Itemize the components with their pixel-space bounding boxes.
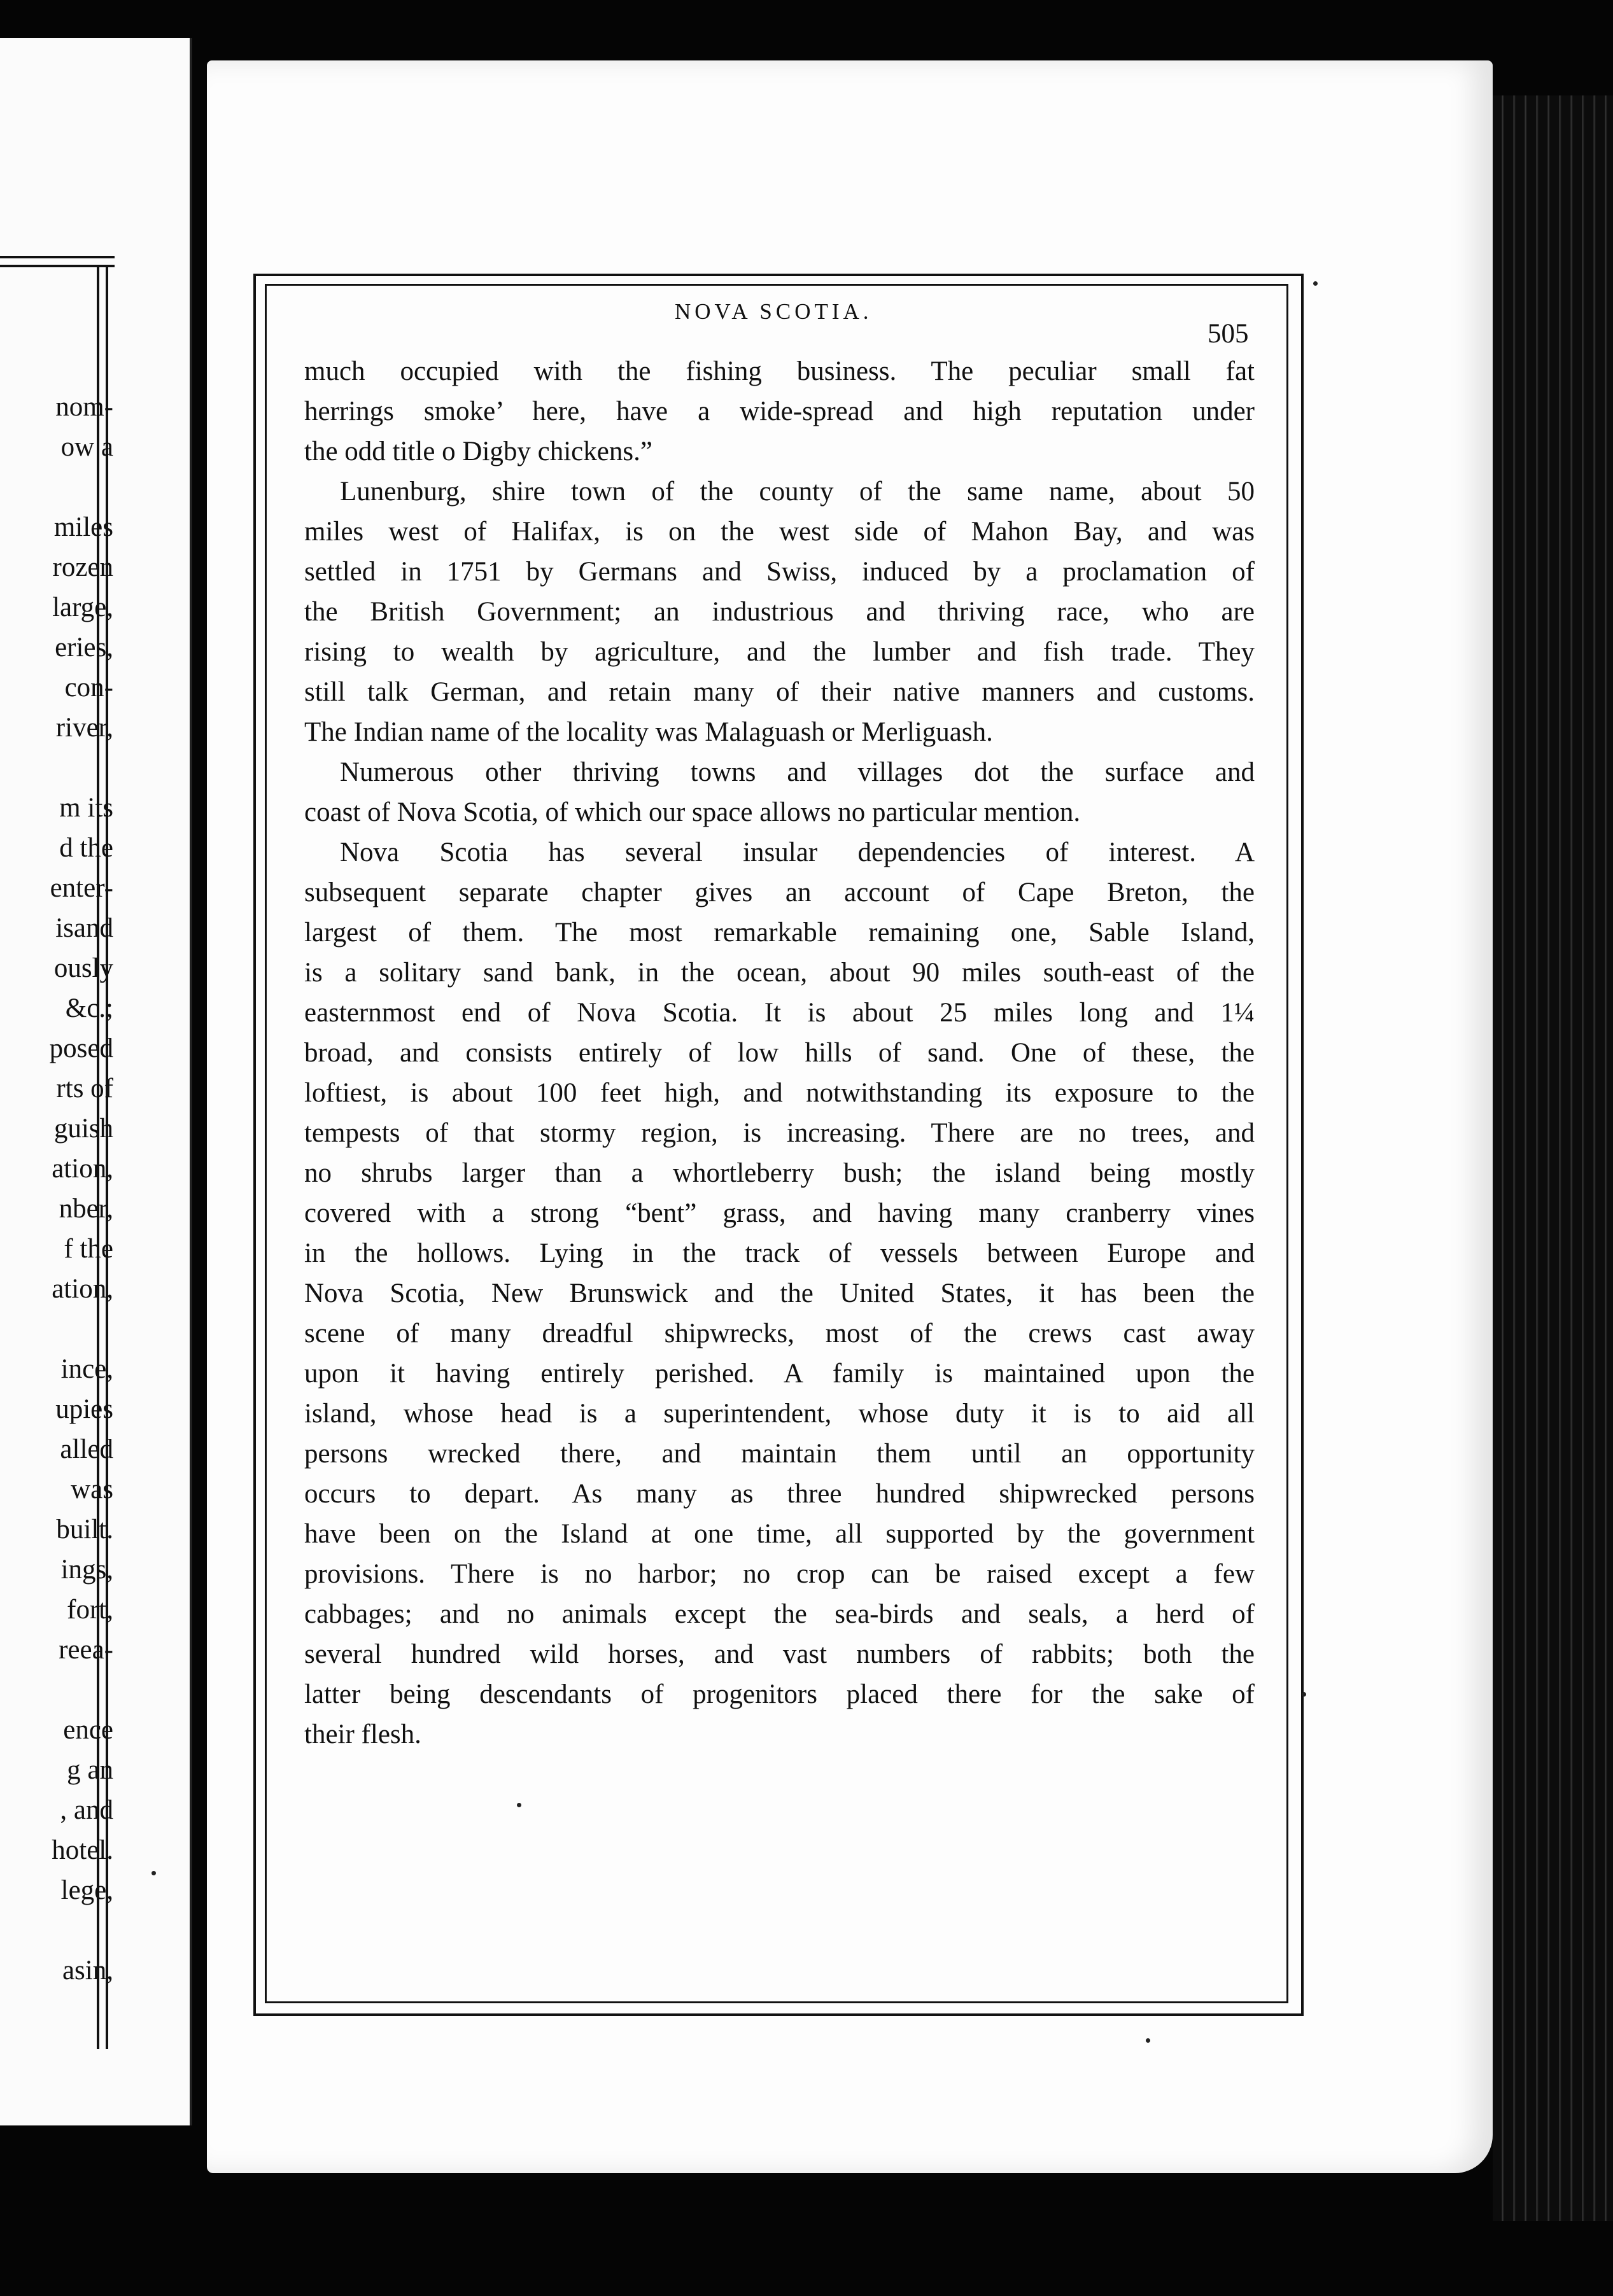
left-page-line: upies: [55, 1394, 113, 1424]
scan-speck: [151, 1871, 156, 1875]
left-page-line: &c.;: [65, 993, 113, 1023]
text-line: several hundred wild horses, and vast numbers of rabbits; both the: [304, 1639, 1255, 1669]
left-page-line: ince,: [60, 1354, 113, 1384]
text-line: island, whose head is a superintendent, whose duty it is to aid all: [304, 1399, 1255, 1429]
text-line: Nova Scotia, New Brunswick and the United States, it has been the: [304, 1278, 1255, 1308]
text-line: easternmost end of Nova Scotia. It is about 25 miles long and 1¼: [304, 998, 1255, 1028]
left-page-line: m its: [59, 793, 113, 823]
scan-speck: [1302, 1692, 1306, 1697]
text-line: Numerous other thriving towns and villages dot the surface and: [340, 757, 1255, 787]
text-line: provisions. There is no harbor; no crop can be raised except a few: [304, 1559, 1255, 1589]
body-text: [304, 351, 1255, 1754]
left-page-line: posed: [49, 1033, 113, 1063]
text-line: rising to wealth by agriculture, and the lumber and fish trade. They: [304, 637, 1255, 667]
left-page-line: ings,: [60, 1555, 113, 1585]
scan-speck: [1313, 281, 1318, 286]
text-line: occurs to depart. As many as three hundred shipwrecked persons: [304, 1479, 1255, 1509]
left-page-text-fragments: [0, 387, 113, 1991]
text-line: persons wrecked there, and maintain them until an opportunity: [304, 1439, 1255, 1469]
left-page-line: [0, 467, 113, 507]
text-line: coast of Nova Scotia, of which our space allows no particular mention.: [304, 797, 1081, 827]
left-page-line: [0, 748, 113, 788]
left-page-line: ation,: [52, 1274, 113, 1304]
left-page-line: ously: [53, 953, 113, 983]
text-line: in the hollows. Lying in the track of vessels between Europe and: [304, 1238, 1255, 1268]
left-page-line: rts of: [56, 1074, 113, 1103]
scan-speck: [1146, 2038, 1150, 2043]
text-line: herrings smoke’ here, have a wide-spread and high reputation under: [304, 396, 1255, 426]
left-page-line: reea-: [59, 1635, 113, 1665]
left-page-line: eries,: [55, 633, 113, 662]
left-page-line: d the: [59, 833, 113, 863]
scan-speck: [517, 1803, 521, 1807]
text-line: subsequent separate chapter gives an account of Cape Breton, the: [304, 878, 1255, 907]
text-line: Lunenburg, shire town of the county of the same name, about 50: [340, 477, 1255, 507]
left-page-line: fort,: [67, 1595, 113, 1625]
left-facing-page: [0, 38, 192, 2125]
left-page-line: built.: [56, 1515, 113, 1544]
text-line: have been on the Island at one time, all supported by the government: [304, 1519, 1255, 1549]
left-page-line: ation,: [52, 1154, 113, 1184]
text-line: settled in 1751 by Germans and Swiss, induced by a proclamation of: [304, 557, 1255, 587]
text-line: upon it having entirely perished. A family is maintained upon the: [304, 1359, 1255, 1389]
text-line: latter being descendants of progenitors placed there for the sake of: [304, 1679, 1255, 1709]
left-page-line: ow a: [60, 432, 113, 462]
text-line: no shrubs larger than a whortleberry bush; the island being mostly: [304, 1158, 1255, 1188]
paragraph: [304, 832, 1255, 1754]
left-page-line: nom-: [55, 392, 113, 422]
text-line: broad, and consists entirely of low hills of sand. One of these, the: [304, 1038, 1255, 1068]
left-page-line: nber,: [59, 1194, 113, 1224]
left-page-line: guish: [53, 1114, 113, 1144]
page-edges: [1493, 95, 1613, 2221]
left-page-line: was: [71, 1474, 113, 1504]
left-page-line: miles: [53, 512, 113, 542]
text-line: much occupied with the fishing business. The peculiar small fat: [304, 356, 1255, 386]
left-page-line: [0, 1309, 113, 1349]
left-page-line: , and: [60, 1795, 113, 1825]
text-line: the odd title o Digby chickens.”: [304, 437, 652, 466]
paragraph: [304, 752, 1255, 832]
left-page-line: large,: [52, 592, 113, 622]
text-line: tempests of that stormy region, is increasing. There are no trees, and: [304, 1118, 1255, 1148]
page-number: 505: [1208, 319, 1249, 349]
text-line: loftiest, is about 100 feet high, and notwithstanding its exposure to the: [304, 1078, 1255, 1108]
text-line: Nova Scotia has several insular dependencies of interest. A: [340, 837, 1255, 867]
text-line: the British Government; an industrious and thriving race, who are: [304, 597, 1255, 627]
running-head: NOVA SCOTIA.: [675, 299, 873, 324]
paragraph: [304, 472, 1255, 752]
left-page-line: asin,: [62, 1956, 113, 1985]
left-page-line: con-: [64, 673, 113, 703]
left-page-line: f the: [64, 1234, 113, 1264]
left-page-line: river,: [55, 713, 113, 743]
text-line: largest of them. The most remarkable remaining one, Sable Island,: [304, 918, 1255, 948]
text-line: their flesh.: [304, 1719, 421, 1749]
text-line: covered with a strong “bent” grass, and having many cranberry vines: [304, 1198, 1255, 1228]
left-page-frame-top: [0, 256, 115, 258]
left-page-line: lege,: [60, 1875, 113, 1905]
left-page-line: [0, 1910, 113, 1950]
text-line: miles west of Halifax, is on the west side of Mahon Bay, and was: [304, 517, 1255, 547]
left-page-line: alled: [60, 1434, 113, 1464]
text-line: is a solitary sand bank, in the ocean, about 90 miles south-east of the: [304, 958, 1255, 988]
left-page-line: ence: [63, 1715, 113, 1745]
left-page-line: g an: [67, 1755, 113, 1785]
paragraph: [304, 351, 1255, 472]
text-line: still talk German, and retain many of their native manners and customs.: [304, 677, 1255, 707]
left-page-line: enter-: [50, 873, 113, 903]
text-line: The Indian name of the locality was Malaguash or Merliguash.: [304, 717, 993, 747]
text-line: scene of many dreadful shipwrecks, most of the crews cast away: [304, 1319, 1255, 1348]
left-page-line: isand: [55, 913, 113, 943]
left-page-line: hotel.: [52, 1835, 113, 1865]
left-page-line: rozen: [52, 552, 113, 582]
left-page-line: [0, 1670, 113, 1710]
text-line: cabbages; and no animals except the sea-birds and seals, a herd of: [304, 1599, 1255, 1629]
